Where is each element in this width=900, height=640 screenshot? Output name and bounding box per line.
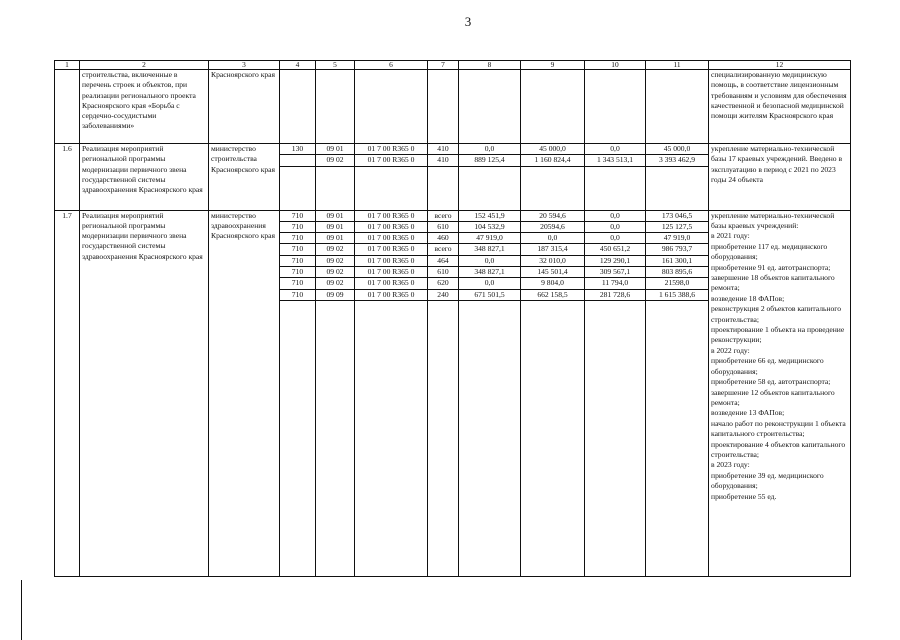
- amount-2023: 1 343 513,1: [585, 155, 646, 166]
- grbs: 710: [280, 244, 316, 255]
- rzpr: 09 01: [316, 221, 355, 232]
- vr: 610: [428, 221, 459, 232]
- result-line: проектирование 4 объектов капитального строительства;: [711, 439, 846, 459]
- amount-2021: 152 451,9: [459, 210, 521, 221]
- result-line: приобретение 91 ед. автотранспорта;: [711, 262, 831, 272]
- vr: всего: [428, 244, 459, 255]
- header-cell: 7: [428, 61, 459, 70]
- rzpr: 09 02: [316, 278, 355, 289]
- header-cell: 2: [80, 61, 209, 70]
- rzpr: 09 01: [316, 210, 355, 221]
- grbs: 710: [280, 267, 316, 278]
- measure-name: Реализация мероприятий региональной программы модернизации первичного звена государственной системы здравоохранения Красноярского края: [80, 144, 209, 211]
- grbs: 710: [280, 278, 316, 289]
- margin-rule: [21, 580, 22, 640]
- amount-2021: 104 532,9: [459, 221, 521, 232]
- amount-2021: 0,0: [459, 278, 521, 289]
- amount-2022: 145 501,4: [521, 267, 585, 278]
- grbs: 710: [280, 255, 316, 266]
- executor: Красноярского края: [209, 70, 280, 144]
- amount-2021: 671 501,5: [459, 289, 521, 300]
- result-line: в 2023 году:: [711, 460, 750, 470]
- amount-2023: 0,0: [585, 144, 646, 155]
- header-cell: 4: [280, 61, 316, 70]
- amount-2023: 0,0: [585, 233, 646, 244]
- amount-2022: 0,0: [521, 233, 585, 244]
- grbs: 710: [280, 221, 316, 232]
- vr: 410: [428, 155, 459, 166]
- csr: 01 7 00 R365 0: [355, 289, 428, 300]
- result-line: завершение 12 объектов капитального ремонта;: [711, 387, 835, 407]
- row-number: 1.6: [55, 144, 80, 211]
- amount-total: 47 919,0: [646, 233, 709, 244]
- header-cell: 1: [55, 61, 80, 70]
- amount-2021: 348 827,1: [459, 267, 521, 278]
- amount-2023: 11 794,0: [585, 278, 646, 289]
- measure-name: Реализация мероприятий региональной программы модернизации первичного звена государственной системы здравоохранения Красноярского края: [80, 210, 209, 576]
- header-cell: 11: [646, 61, 709, 70]
- amount-2021: 47 919,0: [459, 233, 521, 244]
- vr: всего: [428, 210, 459, 221]
- header-cell: 6: [355, 61, 428, 70]
- measure-name: строительства, включенные в перечень строек и объектов, при реализации регионального проекта Красноярского края «Борьба с сердечно-сосудистыми заболеваниями»: [80, 70, 209, 144]
- csr: 01 7 00 R365 0: [355, 144, 428, 155]
- vr: 240: [428, 289, 459, 300]
- rzpr: 09 02: [316, 244, 355, 255]
- amount-2023: 0,0: [585, 210, 646, 221]
- result-line: реконструкция 2 объектов капитального строительства;: [711, 304, 842, 324]
- amount-total: 125 127,5: [646, 221, 709, 232]
- row-number: 1.7: [55, 210, 80, 576]
- table-row: [55, 70, 851, 144]
- csr: 01 7 00 R365 0: [355, 233, 428, 244]
- table-row: [55, 144, 851, 155]
- result-line: приобретение 58 ед. автотранспорта;: [711, 377, 831, 387]
- amount-total: 173 046,5: [646, 210, 709, 221]
- executor: министерство строительства Красноярского края: [209, 144, 280, 211]
- rzpr: 09 09: [316, 289, 355, 300]
- amount-2023: 309 567,1: [585, 267, 646, 278]
- amount-total: 3 393 462,9: [646, 155, 709, 166]
- table-header-row: [55, 61, 851, 70]
- executor: министерство здравоохранения Красноярского края: [209, 210, 280, 576]
- amount-2022: 9 804,0: [521, 278, 585, 289]
- budget-table: [54, 60, 851, 577]
- grbs: 710: [280, 210, 316, 221]
- csr: 01 7 00 R365 0: [355, 210, 428, 221]
- result-line: возведение 18 ФАПов;: [711, 293, 785, 303]
- grbs: 710: [280, 233, 316, 244]
- header-cell: 8: [459, 61, 521, 70]
- amount-2021: 0,0: [459, 144, 521, 155]
- amount-total: 45 000,0: [646, 144, 709, 155]
- amount-2023: 129 290,1: [585, 255, 646, 266]
- amount-2022: 32 010,0: [521, 255, 585, 266]
- amount-2021: 0,0: [459, 255, 521, 266]
- amount-total: 1 615 388,6: [646, 289, 709, 300]
- table-row: [55, 210, 851, 221]
- vr: 410: [428, 144, 459, 155]
- rzpr: 09 02: [316, 267, 355, 278]
- vr: 610: [428, 267, 459, 278]
- row-number: [55, 70, 80, 144]
- amount-2021: 348 827,1: [459, 244, 521, 255]
- amount-2021: 889 125,4: [459, 155, 521, 166]
- rzpr: 09 02: [316, 255, 355, 266]
- expected-result: укрепление материально-технической базы 17 краевых учреждений. Введено в эксплуатацию в период с 2021 по 2023 годы 24 объекта: [709, 144, 851, 211]
- csr: 01 7 00 R365 0: [355, 155, 428, 166]
- result-line: начало работ по реконструкции 1 объекта капитального строительства;: [711, 418, 846, 439]
- result-line: приобретение 39 ед. медицинского оборудования;: [711, 470, 824, 491]
- amount-2022: 45 000,0: [521, 144, 585, 155]
- result-line: приобретение 66 ед. медицинского оборудования;: [711, 356, 824, 376]
- amount-2023: 281 728,6: [585, 289, 646, 300]
- amount-2022: 20 594,6: [521, 210, 585, 221]
- expected-result: специализированную медицинскую помощь, в соответствие лицензионным требованиям и условиям для обеспечения качественной и безопасной медицинской помощи жителям Красноярского края: [709, 70, 851, 144]
- amount-2023: 450 651,2: [585, 244, 646, 255]
- csr: 01 7 00 R365 0: [355, 221, 428, 232]
- rzpr: 09 02: [316, 155, 355, 166]
- vr: 620: [428, 278, 459, 289]
- vr: 464: [428, 255, 459, 266]
- header-cell: 5: [316, 61, 355, 70]
- amount-2022: 1 160 824,4: [521, 155, 585, 166]
- amount-2022: 187 315,4: [521, 244, 585, 255]
- csr: 01 7 00 R365 0: [355, 278, 428, 289]
- amount-total: 803 895,6: [646, 267, 709, 278]
- amount-2023: 0,0: [585, 221, 646, 232]
- header-cell: 9: [521, 61, 585, 70]
- amount-total: 986 793,7: [646, 244, 709, 255]
- result-line: в 2021 году:: [711, 231, 750, 241]
- vr: 460: [428, 233, 459, 244]
- rzpr: 09 01: [316, 233, 355, 244]
- csr: 01 7 00 R365 0: [355, 255, 428, 266]
- csr: 01 7 00 R365 0: [355, 244, 428, 255]
- page-number: 3: [464, 14, 472, 29]
- result-line: приобретение 117 ед. медицинского оборудования;: [711, 241, 828, 262]
- result-line: возведение 13 ФАПов;: [711, 408, 785, 418]
- result-line: в 2022 году:: [711, 345, 750, 355]
- amount-2022: 20594,6: [521, 221, 585, 232]
- result-line: завершение 18 объектов капитального ремонта;: [711, 273, 835, 293]
- amount-total: 21598,0: [646, 278, 709, 289]
- grbs: 710: [280, 289, 316, 300]
- result-line: укрепление материально-технической базы краевых учреждений:: [711, 210, 835, 230]
- amount-2022: 662 158,5: [521, 289, 585, 300]
- grbs: [280, 155, 316, 166]
- result-line: приобретение 55 ед.: [711, 491, 777, 501]
- amount-total: 161 300,1: [646, 255, 709, 266]
- header-cell: 10: [585, 61, 646, 70]
- header-cell: 12: [709, 61, 851, 70]
- expected-result-list: [709, 210, 851, 576]
- csr: 01 7 00 R365 0: [355, 267, 428, 278]
- header-cell: 3: [209, 61, 280, 70]
- rzpr: 09 01: [316, 144, 355, 155]
- result-line: проектирование 1 объекта на проведение реконструкции;: [711, 325, 845, 345]
- grbs: 130: [280, 144, 316, 155]
